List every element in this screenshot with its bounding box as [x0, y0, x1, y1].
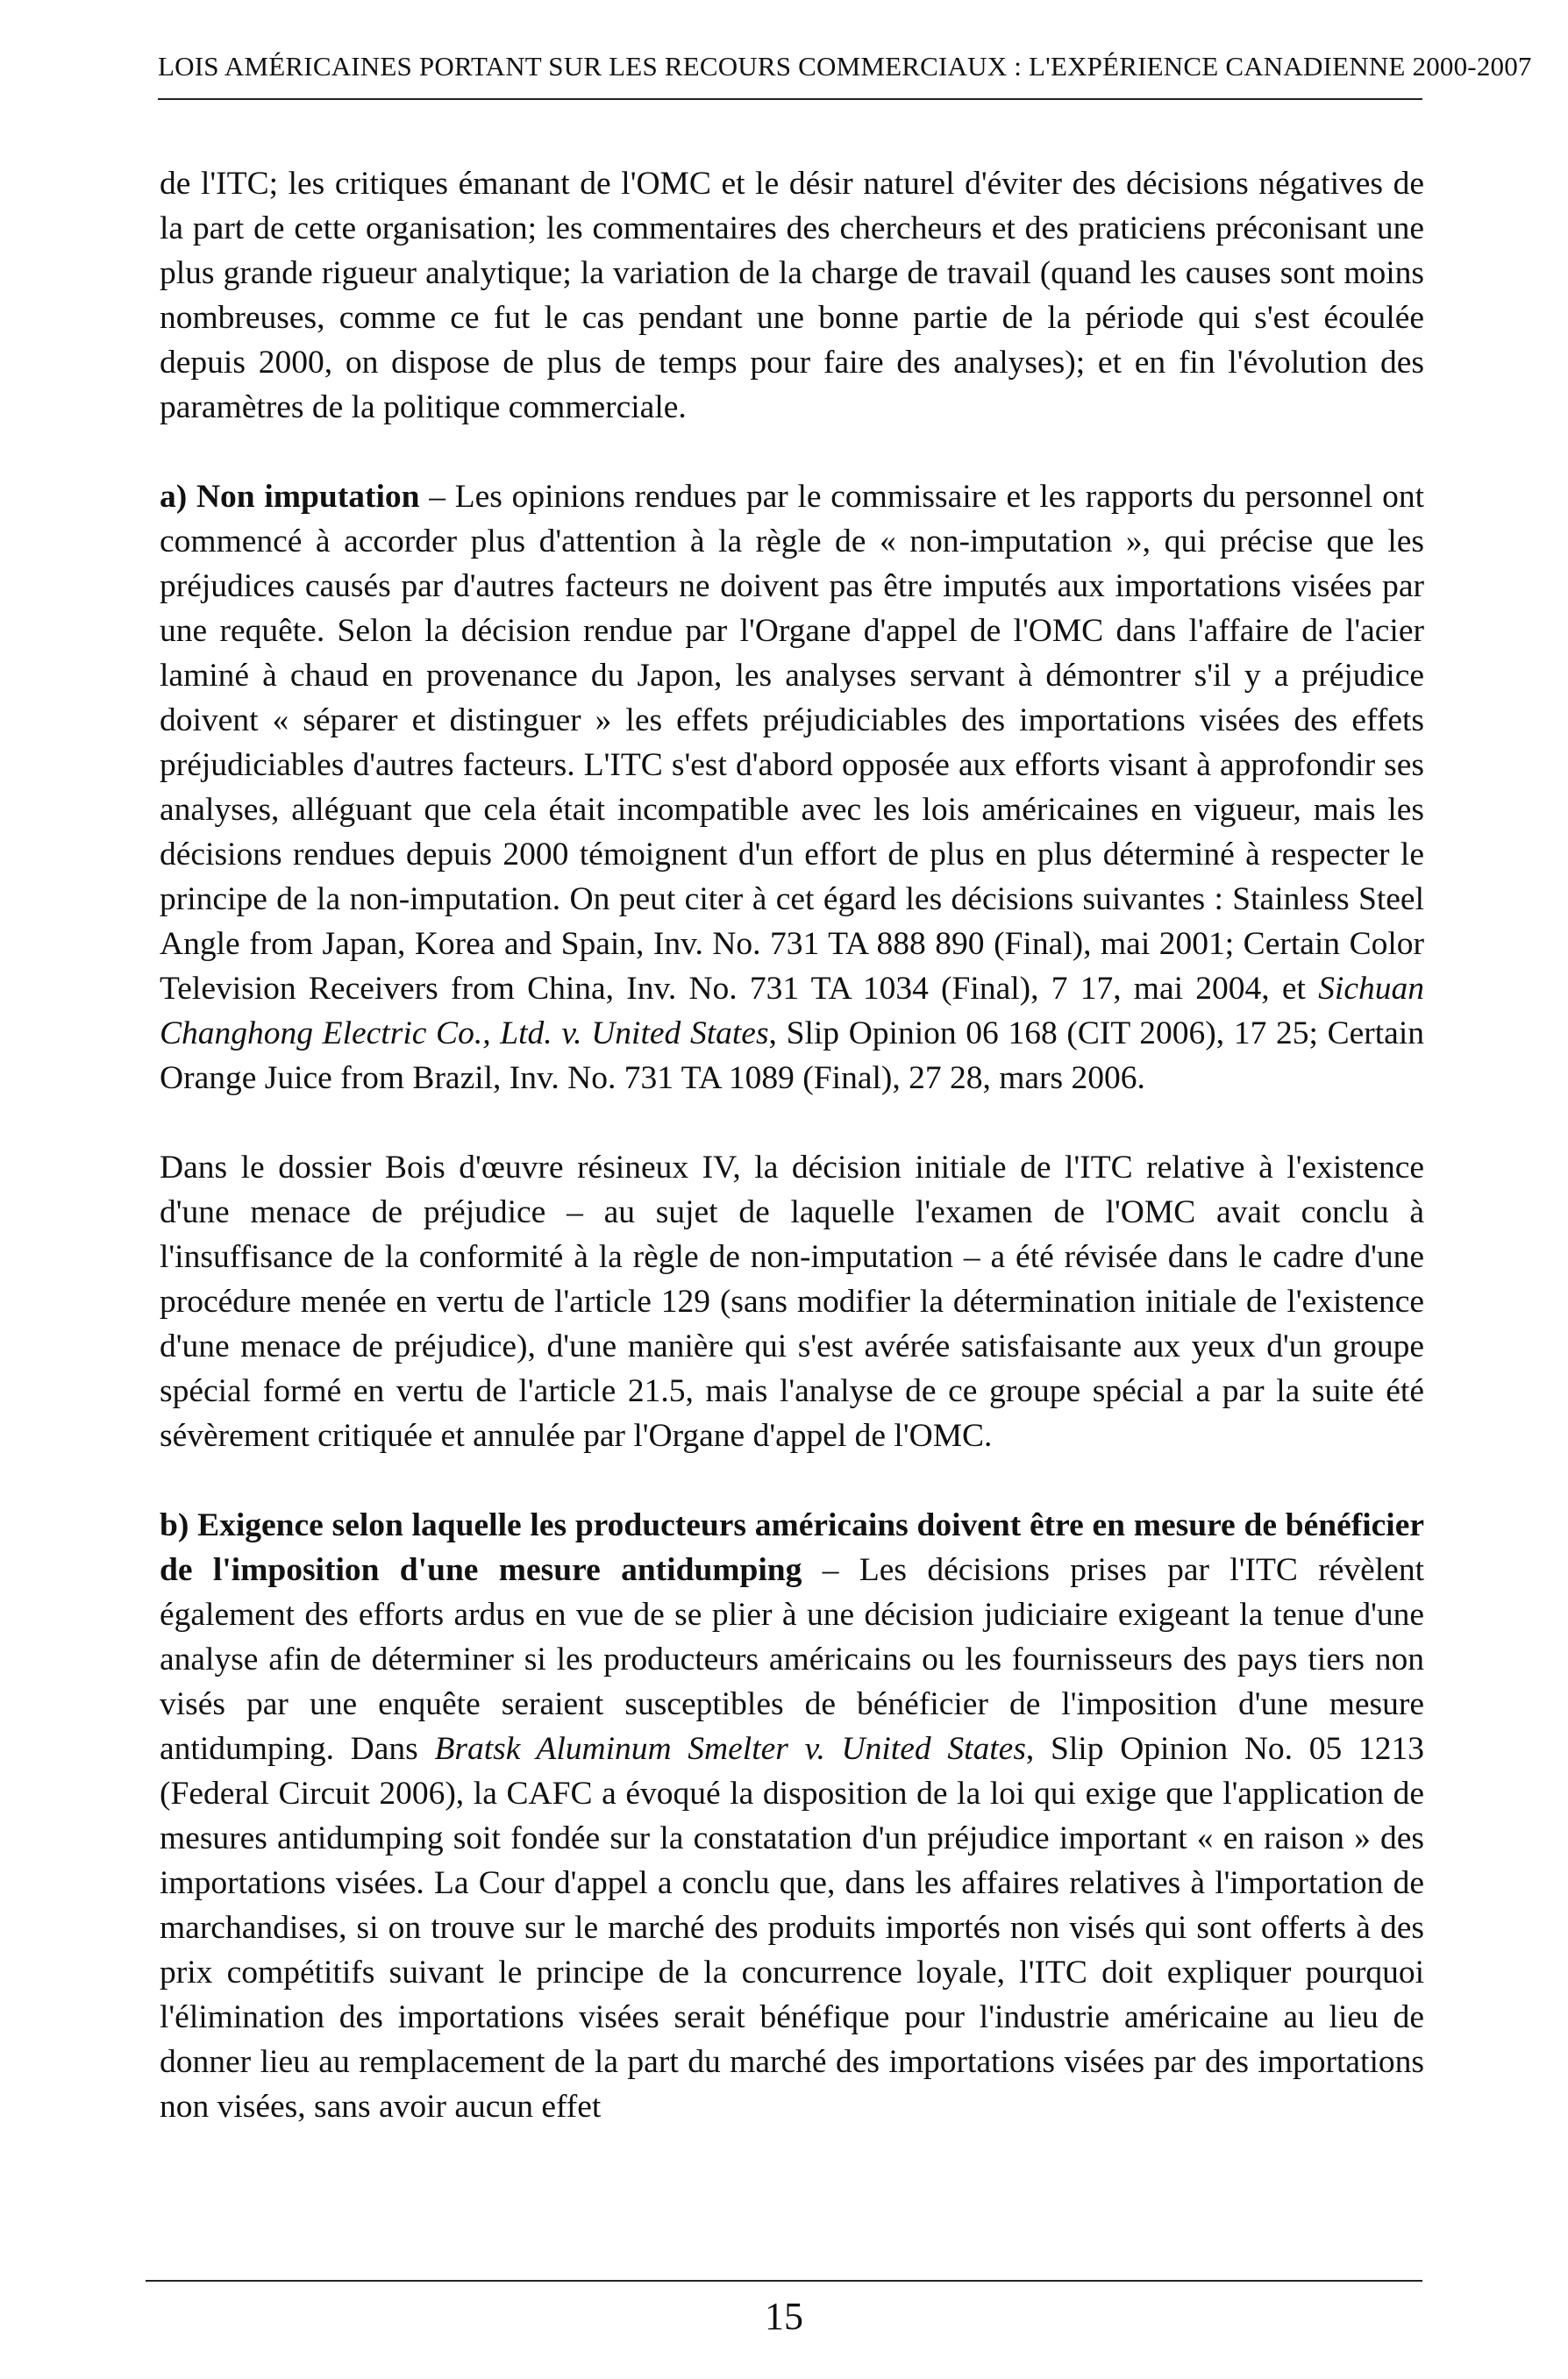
footer-rule: [146, 2280, 1422, 2282]
paragraph-4-text-2: , Slip Opinion No. 05 1213 (Federal Circuit 2006), la CAFC a évoqué la disposition de la loi qui exige que l'application de mesures antidumping soit fondée sur la constatation d'un préjudice important « en raison » des importations visées. La Cour d'appel a conclu que, dans les affaires relatives à l'importation de marchandises, si on trouve sur le marché des produits importés non visés qui sont offerts à des prix compétitifs suivant le principe de la concurrence loyale, l'ITC doit expliquer pourquoi l'élimination des importations visées serait bénéfique pour l'industrie américaine au lieu de donner lieu au remplacement de la part du marché des importations visées par des importations non visées, sans avoir aucun effet: [160, 1731, 1424, 2125]
paragraph-exigence: [160, 1503, 1424, 2129]
section-heading-a: a) Non imputation: [160, 479, 420, 515]
paragraph-4-text-1: – Les décisions prises par l'ITC révèlent également des efforts ardus en vue de se plier à une décision judiciaire exigeant la tenue d'une analyse afin de déterminer si les producteurs américains ou les fournisseurs des pays tiers non visés par une enquête seraient susceptibles de bénéficier de l'imposition d'une mesure antidumping. Dans: [160, 1552, 1424, 1767]
paragraph-1: de l'ITC; les critiques émanant de l'OMC et le désir naturel d'éviter des décisions négatives de la part de cette organisation; les commentaires des chercheurs et des praticiens préconisant une plus grande rigueur analytique; la variation de la charge de travail (quand les causes sont moins nombreuses, comme ce fut le cas pendant une bonne partie de la période qui s'est écoulée depuis 2000, on dispose de plus de temps pour faire des analyses); et en fin l'évolution des paramètres de la politique commerciale.: [160, 166, 1424, 425]
paragraph-non-imputation: [160, 474, 1424, 1100]
case-citation-sichuan: Sichuan Changhong Electric Co., Ltd. v. United States: [160, 971, 1424, 1051]
paragraph-2-text-2: , Slip Opinion 06 168 (CIT 2006), 17 25; Certain Orange Juice from Brazil, Inv. No. 731 TA 1089 (Final), 27 28, mars 2006.: [160, 1015, 1424, 1096]
section-heading-b: b) Exigence selon laquelle les producteurs américains doivent être en mesure de bénéficier de l'imposition d'une mesure antidumping: [160, 1507, 1424, 1588]
paragraph-3: Dans le dossier Bois d'œuvre résineux IV, la décision initiale de l'ITC relative à l'existence d'une menace de préjudice – au sujet de laquelle l'examen de l'OMC avait conclu à l'insuffisance de la conformité à la règle de non-imputation – a été révisée dans le cadre d'une procédure menée en vertu de l'article 129 (sans modifier la détermination initiale de l'existence d'une menace de préjudice), d'une manière qui s'est avérée satisfaisante aux yeux d'un groupe spécial formé en vertu de l'article 21.5, mais l'analyse de ce groupe spécial a par la suite été sévèrement critiquée et annulée par l'Organe d'appel de l'OMC.: [160, 1150, 1424, 1454]
header-rule: [158, 98, 1422, 100]
running-header: LOIS AMÉRICAINES PORTANT SUR LES RECOURS COMMERCIAUX : L'EXPÉRIENCE CANADIENNE 2000-2007: [158, 51, 1532, 82]
body-text: [160, 161, 1424, 2129]
page-number: 15: [765, 2295, 803, 2338]
case-citation-bratsk: Bratsk Aluminum Smelter v. United States: [434, 1731, 1026, 1767]
paragraph-2-text-1: – Les opinions rendues par le commissaire et les rapports du personnel ont commencé à accorder plus d'attention à la règle de « non-imputation », qui précise que les préjudices causés par d'autres facteurs ne doivent pas être imputés aux importations visées par une requête. Selon la décision rendue par l'Organe d'appel de l'OMC dans l'affaire de l'acier laminé à chaud en provenance du Japon, les analyses servant à démontrer s'il y a préjudice doivent « séparer et distinguer » les effets préjudiciables des importations visées des effets préjudiciables d'autres facteurs. L'ITC s'est d'abord opposée aux efforts visant à approfondir ses analyses, alléguant que cela était incompatible avec les lois américaines en vigueur, mais les décisions rendues depuis 2000 témoignent d'un effort de plus en plus déterminé à respecter le principe de la non-imputation. On peut citer à cet égard les décisions suivantes : Stainless Steel Angle from Japan, Korea and Spain, Inv. No. 731 TA 888 890 (Final), mai 2001; Certain Color Television Receivers from China, Inv. No. 731 TA 1034 (Final), 7 17, mai 2004, et: [160, 479, 1425, 1007]
